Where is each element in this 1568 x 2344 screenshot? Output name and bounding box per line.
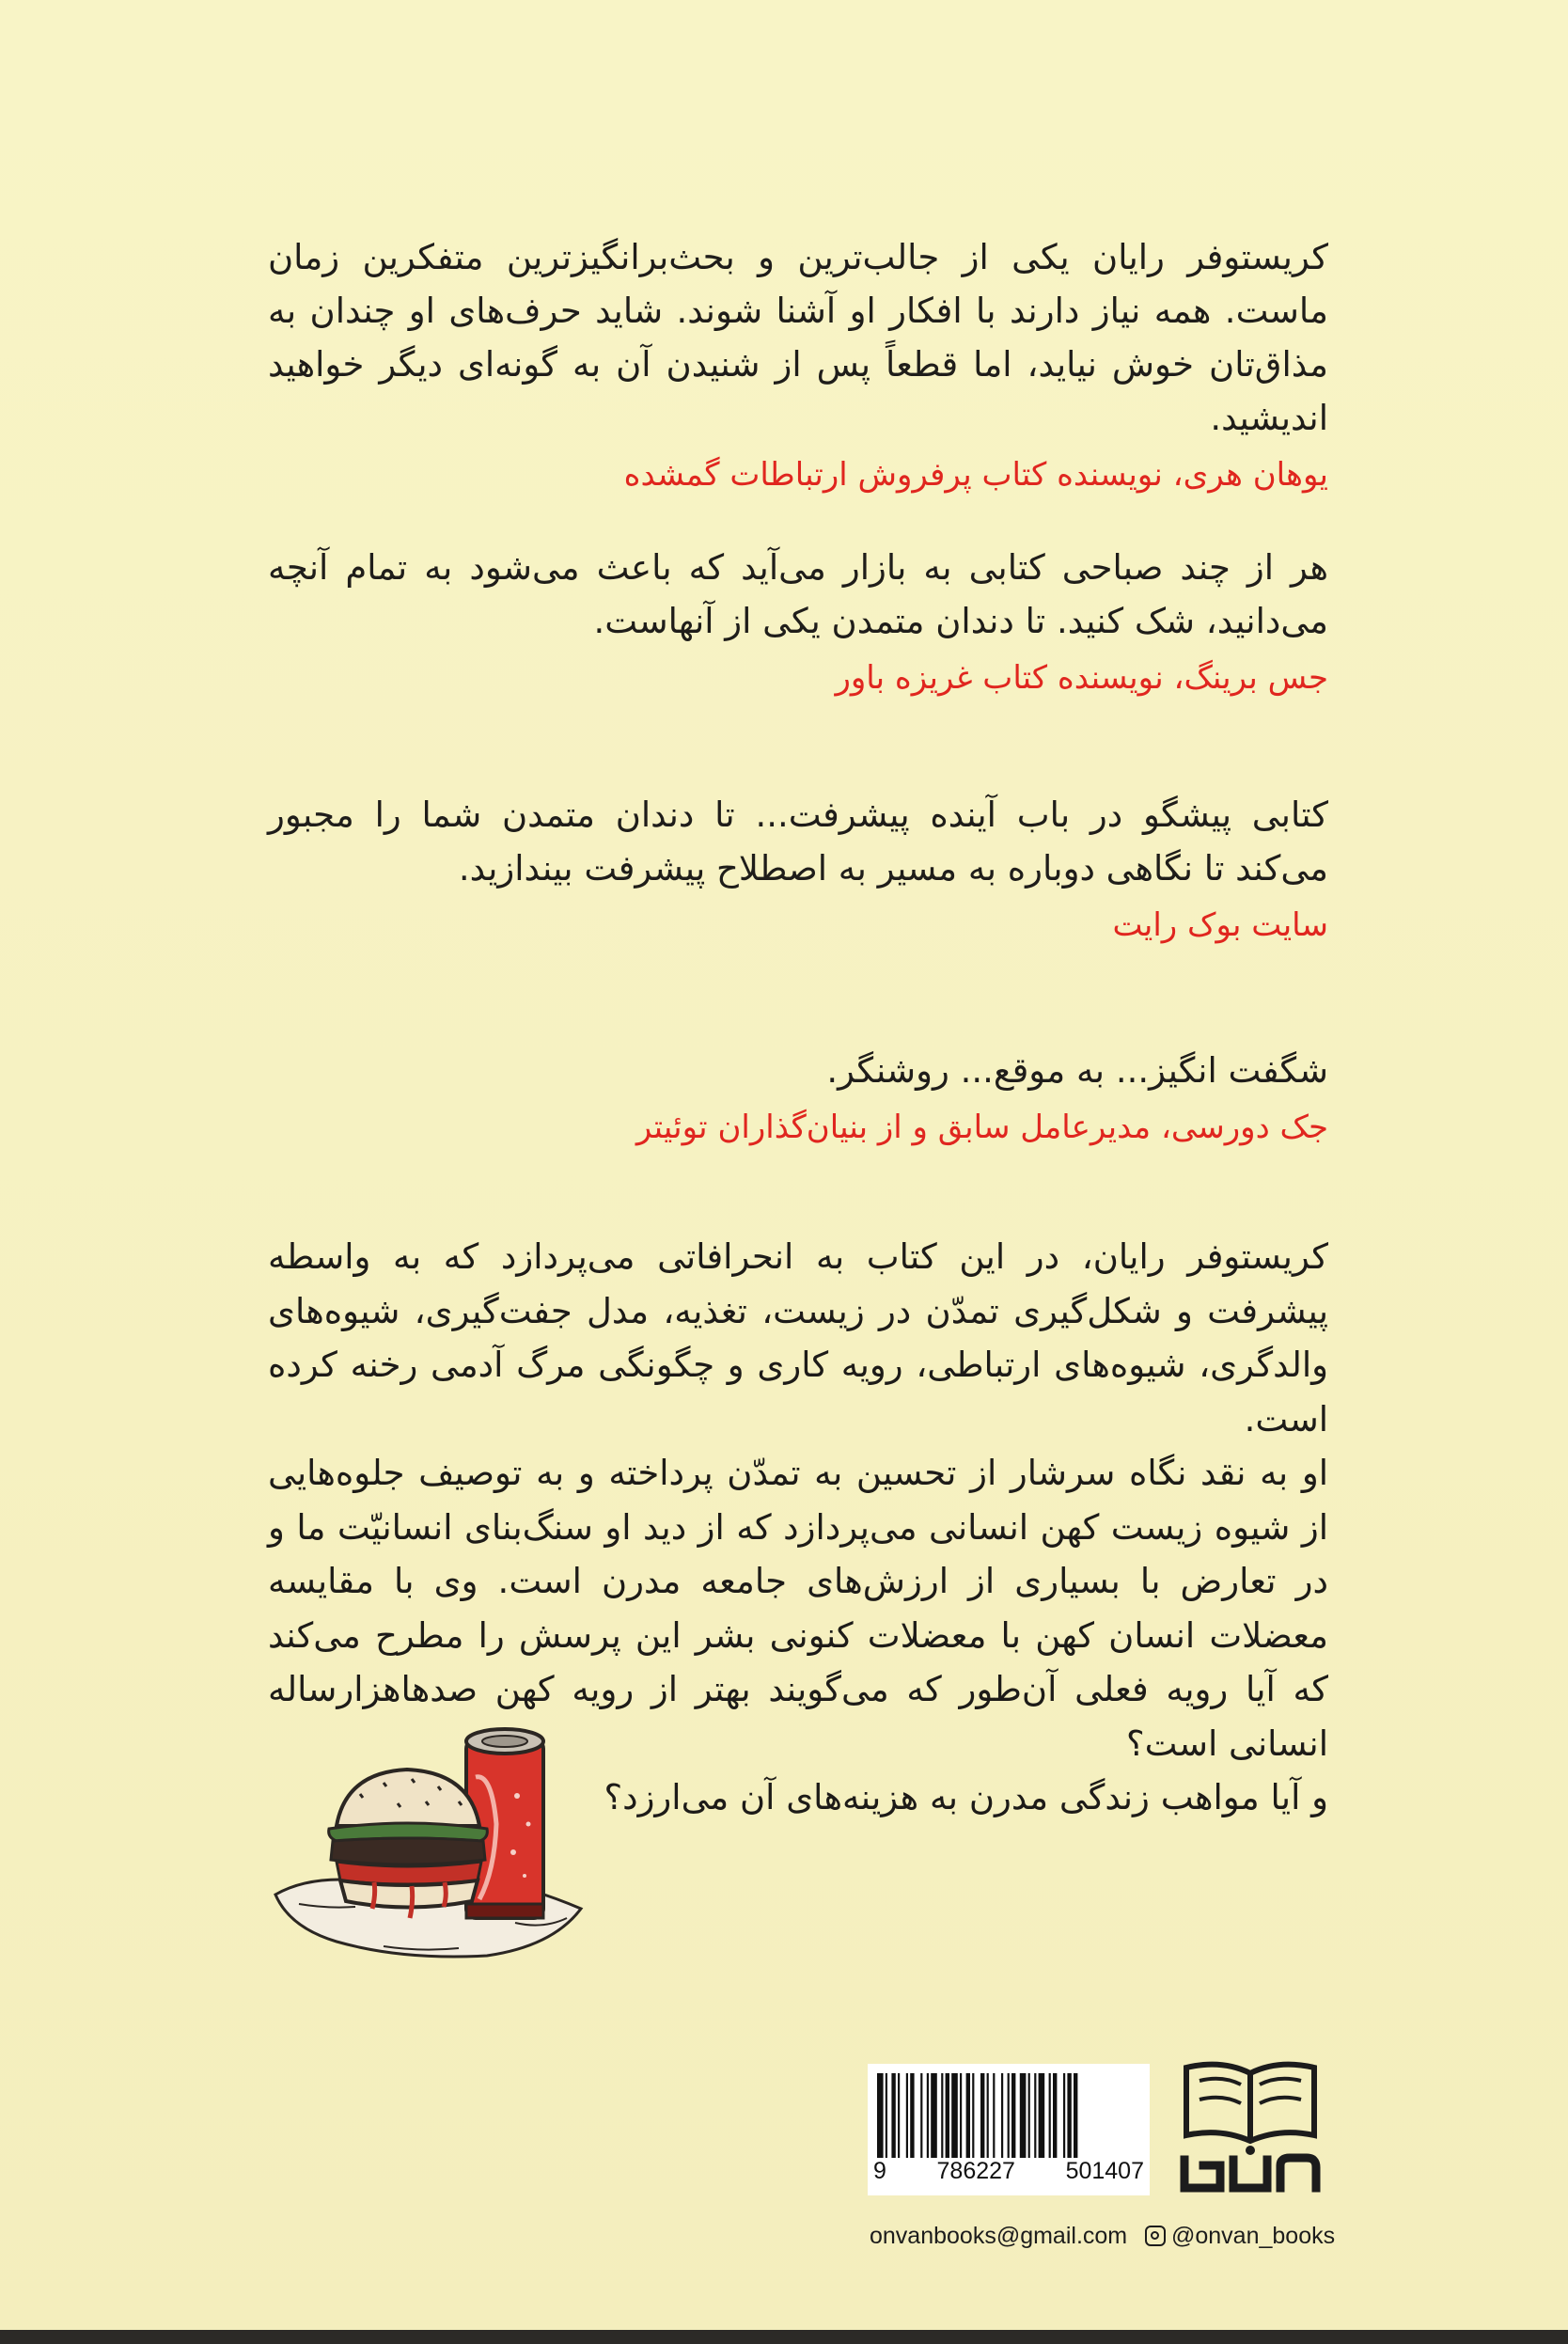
barcode-bars <box>875 2073 1142 2158</box>
book-arch-logo-icon <box>1166 2054 1335 2205</box>
burger-soda-illustration <box>271 1721 666 1965</box>
barcode-right-digits: 501407 <box>1065 2158 1144 2184</box>
bottom-edge <box>0 2330 1568 2344</box>
blurb-attribution: جک دورسی، مدیرعامل سابق و از بنیان‌گذاران توئیتر <box>635 1109 1328 1146</box>
blurb-attribution: یوهان هری، نویسنده کتاب پرفروش ارتباطات گمشده <box>623 456 1328 494</box>
barcode-digits <box>868 2158 1150 2185</box>
blurb-text: هر از چند صباحی کتابی به بازار می‌آید که باعث می‌شود به تمام آنچه می‌دانید، شک کنید. تا دندان متمدن یکی از آنهاست. <box>268 547 1328 641</box>
isbn-barcode <box>868 2064 1150 2195</box>
blurb-1 <box>268 230 1328 499</box>
contact-instagram[interactable] <box>1145 2217 1335 2255</box>
description-paragraph: و آیا مواهب زندگی مدرن به هزینه‌های آن می‌ارزد؟ <box>604 1777 1328 1817</box>
description-paragraph: او به نقد نگاه سرشار از تحسین به تمدّن پرداخته و به توصیف جلوه‌هایی از شیوه زیست کهن انسانی می‌پردازد که از دید او سنگ‌بنای انسانیّت ما و در تعارض با بسیاری از ارزش‌های جامعه مدرن است. وی با مقایسه معضلات انسان کهن با معضلات کنونی بشر این پرسش را مطرح می‌کند که آیا رویه فعلی آن‌طور که می‌گویند بهتر از رویه کهن صدهاهزارساله انسانی است؟ <box>268 1453 1328 1764</box>
blurb-2 <box>268 541 1328 702</box>
blurb-attribution: سایت بوک رایت <box>1112 906 1328 944</box>
blurb-text: کریستوفر رایان یکی از جالب‌ترین و بحث‌برانگیزترین متفکرین زمان ماست. همه نیاز دارند با افکار او آشنا شوند. شاید حرف‌های او چندان به مذاق‌تان خوش نیاید، اما قطعاً پس از شنیدن آن به گونه‌ای دیگر خواهید اندیشید. <box>268 237 1328 438</box>
blurb-text: شگفت انگیز... به موقع... روشنگر. <box>826 1050 1328 1091</box>
burger-icon <box>329 1770 488 1918</box>
barcode-lead-digit: 9 <box>873 2158 886 2184</box>
instagram-handle: @onvan_books <box>1171 2222 1336 2249</box>
instagram-icon <box>1145 2226 1166 2246</box>
barcode-left-digits: 786227 <box>936 2158 1015 2184</box>
blurb-4 <box>268 1044 1328 1152</box>
description-paragraph: کریستوفر رایان، در این کتاب به انحرافاتی می‌پردازد که به واسطه پیشرفت و شکل‌گیری تمدّن در زیست، تغذیه، مدل جفت‌گیری، شیوه‌های والدگری، شیوه‌های ارتباطی، رویه کاری و چگونگی مرگ آدمی رخنه کرده است. <box>268 1236 1328 1439</box>
blurb-text: کتابی پیشگو در باب آینده پیشرفت... تا دندان متمدن شما را مجبور می‌کند تا نگاهی دوباره به مسیر به اصطلاح پیشرفت بیندازید. <box>268 794 1328 889</box>
blurb-3 <box>268 788 1328 950</box>
blurb-attribution: جس برینگ، نویسنده کتاب غریزه باور <box>835 659 1328 697</box>
contact-email[interactable]: onvanbooks@gmail.com <box>870 2222 1128 2249</box>
